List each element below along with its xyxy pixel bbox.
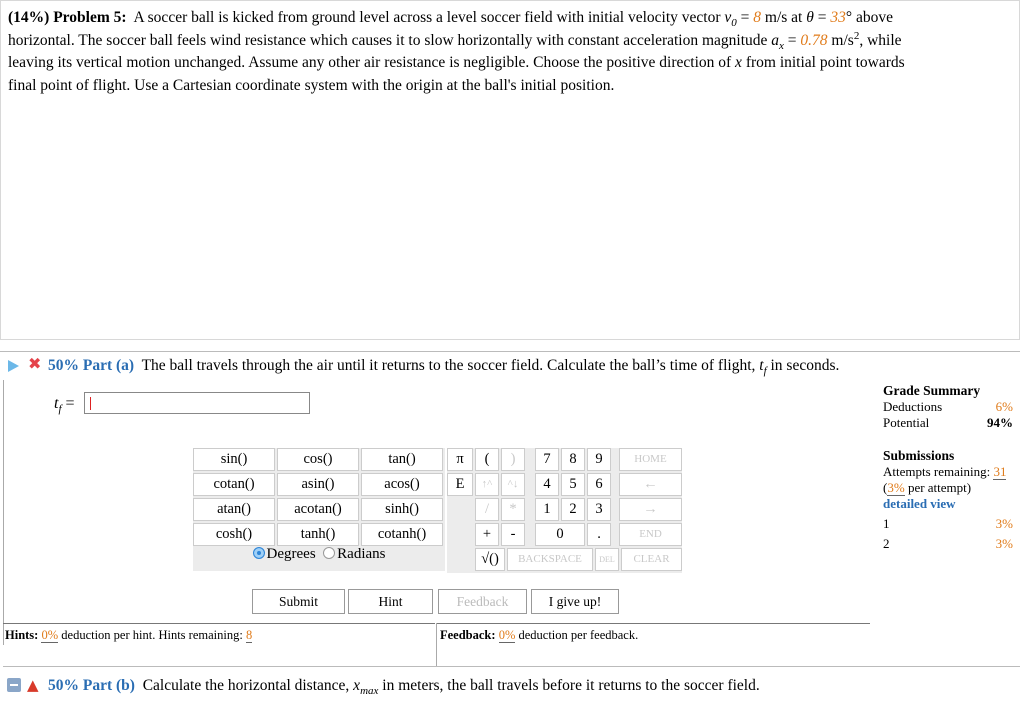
degrees-radio[interactable] xyxy=(253,547,265,559)
submission-number: 1 xyxy=(883,516,890,531)
part-a-header xyxy=(0,351,1020,378)
tanh-button[interactable]: tanh() xyxy=(277,523,359,546)
hints-text xyxy=(5,628,252,643)
problem-statement xyxy=(8,7,913,97)
per-attempt-value: 3% xyxy=(887,480,905,495)
part-b-header xyxy=(0,672,1020,698)
feedback-text xyxy=(440,628,638,643)
asin-button[interactable]: asin() xyxy=(277,473,359,496)
part-b-percent: 50% xyxy=(48,677,79,694)
potential-label: Potential xyxy=(883,415,930,430)
right-paren-key[interactable]: ) xyxy=(501,448,525,471)
cos-button[interactable]: cos() xyxy=(277,448,359,471)
part-a-text-1: The ball travels through the air until it returns to the soccer field. Calculate the ball’s time of flight, xyxy=(141,357,756,374)
give-up-button[interactable]: I give up! xyxy=(531,589,619,614)
plus-key[interactable]: + xyxy=(475,523,499,546)
part-a-left-border xyxy=(3,380,4,645)
multiply-key[interactable]: * xyxy=(501,498,525,521)
ax-value: 0.78 xyxy=(800,31,828,49)
divide-key[interactable]: / xyxy=(475,498,499,521)
part-a-bottom-rule xyxy=(3,666,1020,667)
tf-symbol: t xyxy=(759,357,764,374)
potential-value: 94% xyxy=(987,415,1013,430)
backspace-key[interactable]: BACKSPACE xyxy=(507,548,593,571)
per-attempt-row xyxy=(883,480,1013,496)
warning-icon: ▲ xyxy=(27,676,39,694)
key-5[interactable]: 5 xyxy=(561,473,585,496)
acotan-button[interactable]: acotan() xyxy=(277,498,359,521)
attempts-value: 31 xyxy=(993,464,1007,479)
deductions-row xyxy=(883,399,1013,415)
submissions-panel xyxy=(883,448,1013,552)
decimal-key[interactable]: . xyxy=(587,523,611,546)
exp-down-key[interactable]: ^↓ xyxy=(501,473,525,496)
submit-button[interactable]: Submit xyxy=(252,589,345,614)
hints-desc: deduction per hint. Hints remaining: xyxy=(58,628,243,642)
feedback-desc: deduction per feedback. xyxy=(515,628,639,642)
part-a-label: Part (a) xyxy=(82,357,135,374)
potential-row xyxy=(883,415,1013,431)
submission-row xyxy=(883,516,1013,532)
right-arrow-key[interactable]: → xyxy=(619,498,682,521)
function-pad xyxy=(193,448,445,571)
answer-label-symbol: t xyxy=(54,395,59,412)
e-key[interactable]: E xyxy=(447,473,473,496)
xmax-subscript: max xyxy=(360,685,379,698)
attempts-label: Attempts remaining: xyxy=(883,464,991,479)
per-attempt-text: per attempt) xyxy=(904,480,972,495)
answer-label xyxy=(54,395,75,416)
end-key[interactable]: END xyxy=(619,523,682,546)
key-8[interactable]: 8 xyxy=(561,448,585,471)
del-key[interactable]: DEL xyxy=(595,548,619,571)
atan-button[interactable]: atan() xyxy=(193,498,275,521)
problem-text-2: ° above horizontal. The soccer ball feels wind resistance which causes it to slow horizontally with constant acceleration magnitude xyxy=(8,9,893,49)
deductions-label: Deductions xyxy=(883,399,943,414)
key-7[interactable]: 7 xyxy=(535,448,559,471)
hints-bar xyxy=(3,623,435,646)
keypad xyxy=(447,448,682,573)
v0-symbol: v xyxy=(724,9,732,26)
detailed-view-link[interactable]: detailed view xyxy=(883,496,956,511)
v0-unit: m/s at xyxy=(761,9,807,26)
exp-up-key[interactable]: ↑^ xyxy=(475,473,499,496)
problem-text-3: , while leaving its vertical motion unchanged. Assume any other air resistance is negligible. Choose the positive direction of xyxy=(8,31,902,71)
clear-key[interactable]: CLEAR xyxy=(621,548,682,571)
angle-unit-row xyxy=(193,546,445,568)
degrees-label[interactable]: Degrees xyxy=(266,546,316,562)
part-b-title xyxy=(48,677,760,698)
grade-summary xyxy=(883,383,1013,431)
part-b-label: Part (b) xyxy=(82,677,135,694)
ax-unit-sup: 2 xyxy=(853,29,860,42)
theta-value: 33 xyxy=(830,9,846,26)
paren-open: ( xyxy=(883,480,888,495)
radians-radio[interactable] xyxy=(323,547,335,559)
left-arrow-key[interactable]: ← xyxy=(619,473,682,496)
ax-symbol: a xyxy=(771,31,780,49)
grade-summary-title: Grade Summary xyxy=(883,383,981,398)
submission-pct: 3% xyxy=(995,536,1013,551)
collapse-icon[interactable] xyxy=(7,678,21,692)
cotan-button[interactable]: cotan() xyxy=(193,473,275,496)
part-b-text-1: Calculate the horizontal distance, xyxy=(142,677,350,694)
v0-value: 8 xyxy=(753,9,762,26)
problem-weight: (14%) xyxy=(8,9,50,26)
radians-label[interactable]: Radians xyxy=(337,546,386,562)
home-key[interactable]: HOME xyxy=(619,448,682,471)
problem-label: Problem 5: xyxy=(53,9,127,26)
problem-text-1: A soccer ball is kicked from ground level across a level soccer field with initial velocity vector xyxy=(133,9,721,26)
key-3[interactable]: 3 xyxy=(587,498,611,521)
part-a-title xyxy=(48,357,840,378)
key-6[interactable]: 6 xyxy=(587,473,611,496)
feedback-button[interactable]: Feedback xyxy=(438,589,527,614)
answer-label-subscript: f xyxy=(58,403,62,416)
hints-feedback-divider xyxy=(436,623,437,666)
answer-label-equals: = xyxy=(61,395,75,412)
tan-button[interactable]: tan() xyxy=(361,448,443,471)
tf-subscript: f xyxy=(763,365,767,378)
feedback-bar xyxy=(436,623,870,646)
ax-unit: m/s xyxy=(827,31,854,49)
submission-pct: 3% xyxy=(995,516,1013,531)
incorrect-x-icon: ✖ xyxy=(28,354,42,373)
feedback-label: Feedback: xyxy=(440,628,496,642)
cosh-button[interactable]: cosh() xyxy=(193,523,275,546)
feedback-pct: 0% xyxy=(498,628,516,642)
submission-row xyxy=(883,536,1013,552)
hint-button[interactable]: Hint xyxy=(348,589,433,614)
problem-text-4: from initial point towards final point of flight. Use a Cartesian coordinate system with the origin at the ball's initial position. xyxy=(8,54,905,94)
key-4[interactable]: 4 xyxy=(535,473,559,496)
theta-symbol: θ xyxy=(806,9,814,26)
key-0[interactable]: 0 xyxy=(535,523,585,546)
hints-pct: 0% xyxy=(41,628,59,642)
hints-label: Hints: xyxy=(5,628,39,642)
ax-subscript: x xyxy=(779,39,784,52)
part-b-text-2: in meters, the ball travels before it returns to the soccer field. xyxy=(378,677,760,694)
deductions-value: 6% xyxy=(995,399,1013,414)
cotanh-button[interactable]: cotanh() xyxy=(361,523,443,546)
acos-button[interactable]: acos() xyxy=(361,473,443,496)
equals: = xyxy=(736,9,754,26)
attempts-row xyxy=(883,464,1013,480)
submission-number: 2 xyxy=(883,536,890,551)
equals: = xyxy=(783,31,801,49)
part-a-text-2: in seconds. xyxy=(770,357,840,374)
equals: = xyxy=(813,9,831,26)
hints-remaining: 8 xyxy=(245,628,253,642)
pi-key[interactable]: π xyxy=(447,448,473,471)
left-paren-key[interactable]: ( xyxy=(475,448,499,471)
key-2[interactable]: 2 xyxy=(561,498,585,521)
sqrt-key[interactable]: √() xyxy=(475,548,505,571)
sinh-button[interactable]: sinh() xyxy=(361,498,443,521)
v0-subscript: 0 xyxy=(731,17,737,30)
key-9[interactable]: 9 xyxy=(587,448,611,471)
key-1[interactable]: 1 xyxy=(535,498,559,521)
submissions-title: Submissions xyxy=(883,448,955,463)
sin-button[interactable]: sin() xyxy=(193,448,275,471)
minus-key[interactable]: - xyxy=(501,523,525,546)
text-cursor xyxy=(90,397,91,410)
part-a-percent: 50% xyxy=(48,357,79,374)
xmax-symbol: x xyxy=(353,677,361,694)
x-symbol: x xyxy=(735,54,742,71)
play-icon[interactable] xyxy=(8,360,19,372)
problem-panel xyxy=(0,0,1020,340)
answer-input[interactable] xyxy=(84,392,310,414)
